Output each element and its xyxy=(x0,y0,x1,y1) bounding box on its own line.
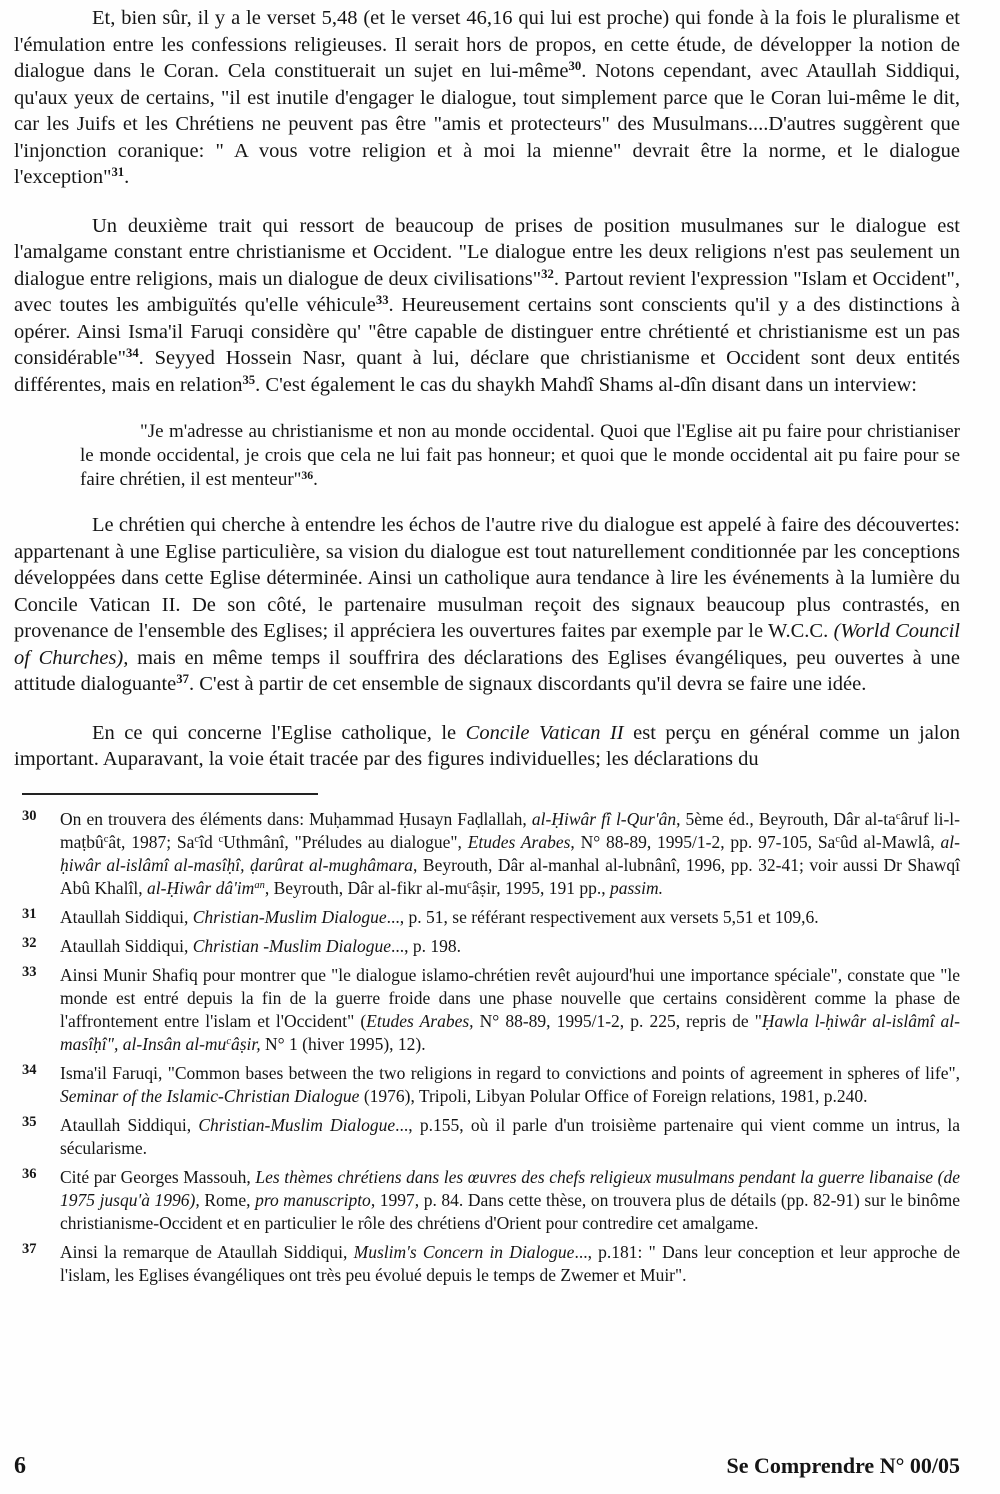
footnote-text: Ainsi la remarque de Ataullah Siddiqui, Muslim's Concern in Dialogue..., p.181: " Dans leur conception et leur approche de l'islam, les Eglises évangéliques ont très peu évolué depuis le temps de Zwemer et Muir". xyxy=(60,1241,960,1285)
footnote-number: 30 xyxy=(22,807,37,824)
footnote-text: On en trouvera des éléments dans: Muḥammad Ḥusayn Faḍlallah, al-Ḥiwâr fî l-Qur'ân, 5ème éd., Beyrouth, Dâr $al-ta^câruf$ li-l-maṭbû$^c$ât, 1987; Sa$^c$îd $^c$Uthmânî, "Préludes au dialogue", Etudes Arabes, N° 88-89, 1995/1-2, pp. 97-105, Sa$^c$ûd al-Mawlâ, al-ḥiwâr al-islâmî al-masîḥî, ḍarûrat al-mughâmara, Beyrouth, Dâr al-manhal al-lubnânî, 1996, pp. 32-41; voir aussi Dr Shawqî Abû Khalîl, al-Ḥiwâr $dâ'im^{an}$, Beyrouth, Dâr al-fikr $al-mu^câṣir$, 1995, 191 pp., passim. xyxy=(60,808,960,898)
footnote xyxy=(14,808,960,900)
footnote-text: Ainsi Munir Shafiq pour montrer que "le dialogue islamo-chrétien revêt aujourd'hui une importance spéciale", constate que "le monde est entré depuis la fin de la guerre froide dans une phase nouvelle que certains considèrent comme la phase de l'affrontement entre l'islam et l'Occident" (Etudes Arabes, N° 88-89, 1995/1-2, p. 225, repris de "Ḥawla l-ḥiwâr al-islâmî al-masîḥî", al-Insân $al-mu^câṣir$, N° 1 (hiver 1995), 12). xyxy=(60,964,960,1054)
footnote-number: 35 xyxy=(22,1113,37,1130)
footnote-number: 36 xyxy=(22,1165,37,1182)
footnote-text: Isma'il Faruqi, "Common bases between the two religions in regard to convictions and points of agreement in spheres of life", Seminar of the Islamic-Christian Dialogue (1976), Tripoli, Libyan Polular Office of Foreign relations, 1981, p.240. xyxy=(60,1062,960,1106)
page-number: 6 xyxy=(14,1453,26,1479)
footnote-text: Ataullah Siddiqui, Christian-Muslim Dialogue..., p. 51, se référant respectivement aux versets 5,51 et 109,6. xyxy=(60,906,819,927)
footnote-number: 32 xyxy=(22,934,37,951)
footnote-text: Ataullah Siddiqui, Christian -Muslim Dialogue..., p. 198. xyxy=(60,935,462,956)
footnote-separator xyxy=(22,793,318,795)
footnote xyxy=(14,906,960,929)
footnote-number: 31 xyxy=(22,905,37,922)
page-footer xyxy=(14,1453,960,1482)
footnote-number: 34 xyxy=(22,1061,37,1078)
footnote-number: 33 xyxy=(22,963,37,980)
body-paragraph: En ce qui concerne l'Eglise catholique, le Concile Vatican II est perçu en général comme un jalon important. Auparavant, la voie était tracée par des figures individuelles; les déclarations du xyxy=(14,721,960,770)
body-paragraph: Le chrétien qui cherche à entendre les échos de l'autre rive du dialogue est appelé à faire des découvertes: appartenant à une Eglise particulière, sa vision du dialogue est tout naturellement conditionnée par les conceptions développées dans cette Eglise déterminée. Ainsi un catholique aura tendance à lire les événements à la lumière du Concile Vatican II. De son côté, le partenaire musulman reçoit des signaux beaucoup plus contrastés, en provenance de l'ensemble des Eglises; il appréciera les ouvertures faites par exemple par le W.C.C. (World Council of Churches), mais en même temps il souffrira des déclarations des Eglises évangéliques, peu ouvertes à une attitude dialoguante$^{37}$. C'est à partir de cet ensemble de signaux discordants qu'il devra se faire une idée. xyxy=(14,514,960,695)
footnote xyxy=(14,1062,960,1108)
footnote xyxy=(14,1166,960,1235)
block-quote: "Je m'adresse au christianisme et non au monde occidental. Quoi que l'Eglise ait pu faire pour christianiser le monde occidental, je crois que cela ne lui fait pas honneur; et quoi que le monde occidental ait pu faire pour se faire chrétien, il est menteur"$^{36}$. xyxy=(80,421,960,490)
footnote-text: Cité par Georges Massouh, Les thèmes chrétiens dans les œuvres des chefs religieux musulmans pendant la guerre libanaise (de 1975 jusqu'à 1996), Rome, pro manuscripto, 1997, p. 84. Dans cette thèse, on trouvera plus de détails (pp. 82-91) sur le binôme christianisme-Occident et en particulier le rôle des chrétiens d'Orient pour contredire cet amalgame. xyxy=(60,1166,960,1233)
body-paragraph: Et, bien sûr, il y a le verset 5,48 (et le verset 46,16 qui lui est proche) qui fonde à la fois le pluralisme et l'émulation entre les confessions religieuses. Il serait hors de propos, en cette étude, de développer la notion de dialogue dans le Coran. Cela constituerait un sujet en lui-même$^{30}$. Notons cependant, avec Ataullah Siddiqui, qu'aux yeux de certains, "il est inutile d'engager le dialogue, tout simplement parce que le Coran lui-même le dit, car les Juifs et les Chrétiens ne peuvent pas être "amis et protecteurs" des Musulmans....D'autres suggèrent que l'injonction coranique: " A vous votre religion et à moi la mienne" devrait être la norme, et le dialogue l'exception"$^{31}$. xyxy=(14,7,960,188)
footnote xyxy=(14,964,960,1056)
body-paragraph: Un deuxième trait qui ressort de beaucoup de prises de position musulmanes sur le dialogue est l'amalgame constant entre christianisme et Occident. "Le dialogue entre les deux religions n'est pas seulement un dialogue entre religions, mais un dialogue de deux civilisations"$^{32}$. Partout revient l'expression "Islam et Occident", avec toutes les ambiguïtés qu'elle véhicule$^{33}$. Heureusement certains sont conscients qu'il y a des distinctions à opérer. Ainsi Isma'il Faruqi considère qu' "être capable de distinguer entre chrétienté et christianisme est un pas considérable"$^{34}$. Seyyed Hossein Nasr, quant à lui, déclare que christianisme et Occident sont deux entités différentes, mais en relation$^{35}$. C'est également le cas du shaykh Mahdî Shams al-dîn disant dans un interview: xyxy=(14,214,961,396)
footnote-number: 37 xyxy=(22,1240,37,1257)
footnote xyxy=(14,935,960,958)
footnote xyxy=(14,1114,960,1160)
footnote-text: Ataullah Siddiqui, Christian-Muslim Dialogue..., p.155, où il parle d'un troisième partenaire qui vient comme un intrus, la sécularisme. xyxy=(60,1114,961,1158)
footnotes-section xyxy=(14,808,960,1293)
footnote xyxy=(14,1241,960,1287)
journal-reference: Se Comprendre N° 00/05 xyxy=(726,1453,960,1478)
